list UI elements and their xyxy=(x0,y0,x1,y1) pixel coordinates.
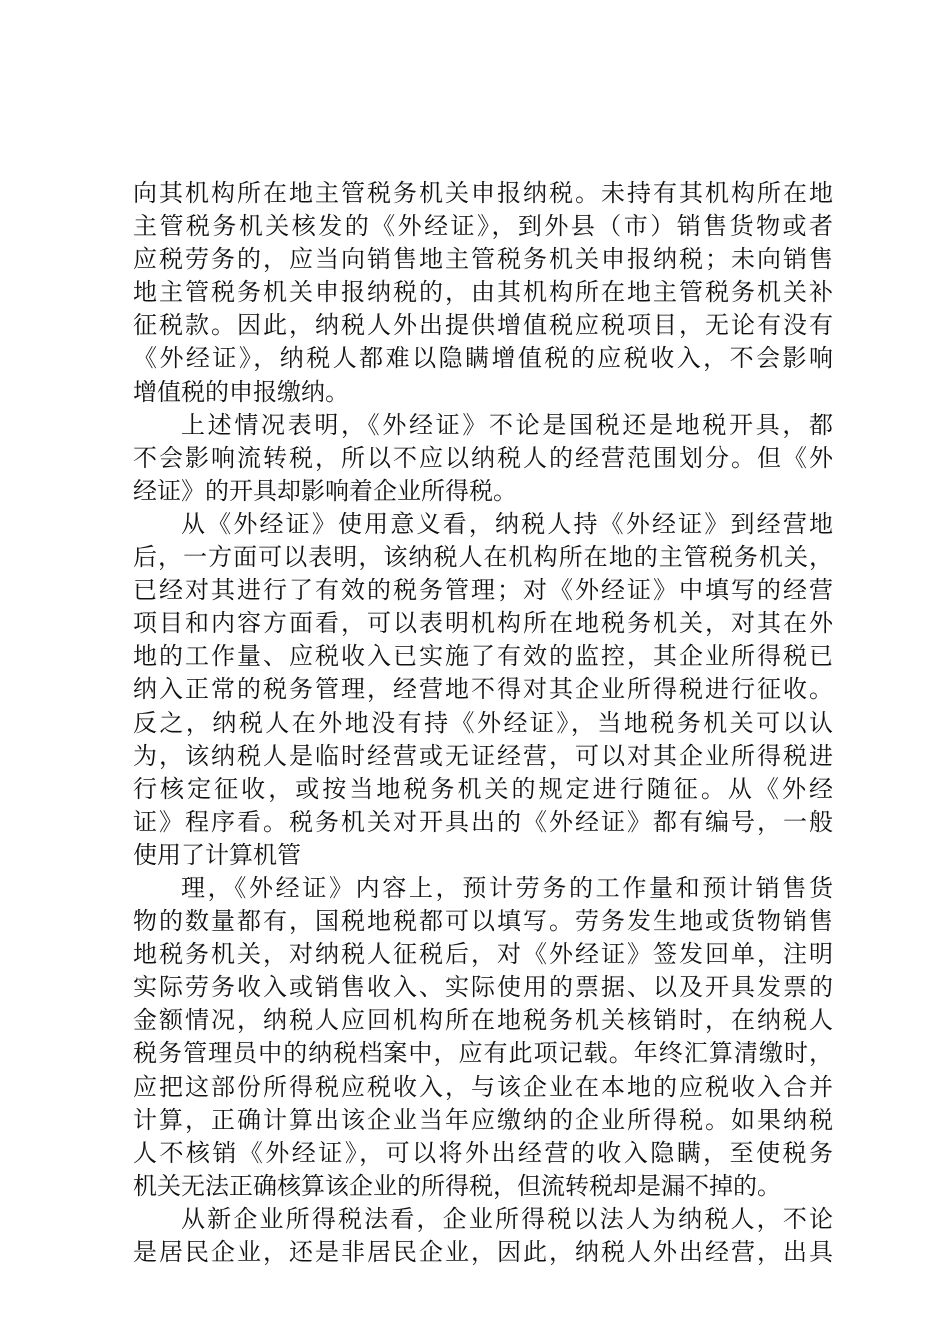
text-line: 税务管理员中的纳税档案中，应有此项记载。年终汇算清缴时， xyxy=(133,1039,833,1068)
text-line: 为，该纳税人是临时经营或无证经营，可以对其企业所得税进 xyxy=(133,741,833,770)
text-line: 地税务机关，对纳税人征税后，对《外经证》签发回单，注明 xyxy=(133,940,833,969)
text-line: 计算，正确计算出该企业当年应缴纳的企业所得税。如果纳税 xyxy=(133,1105,833,1134)
text-line: 反之，纳税人在外地没有持《外经证》，当地税务机关可以认 xyxy=(133,708,833,737)
text-line: 主管税务机关核发的《外经证》，到外县（市）销售货物或者 xyxy=(133,212,833,241)
text-line: 向其机构所在地主管税务机关申报纳税。未持有其机构所在地 xyxy=(133,179,833,207)
text-line: 纳入正常的税务管理，经营地不得对其企业所得税进行征收。 xyxy=(133,675,833,704)
text-line: 金额情况，纳税人应回机构所在地税务机关核销时，在纳税人 xyxy=(133,1006,833,1035)
text-line: 使用了计算机管 xyxy=(133,840,301,869)
text-line: 实际劳务收入或销售收入、实际使用的票据、以及开具发票的 xyxy=(133,973,833,1002)
text-line: 行核定征收，或按当地税务机关的规定进行随征。从《外经 xyxy=(133,774,833,803)
text-line: 征税款。因此，纳税人外出提供增值税应税项目，无论有没有 xyxy=(133,311,833,340)
text-line: 从新企业所得税法看，企业所得税以法人为纳税人，不论 xyxy=(181,1204,833,1233)
text-line: 应税劳务的，应当向销售地主管税务机关申报纳税；未向销售 xyxy=(133,245,833,274)
text-line: 增值税的申报缴纳。 xyxy=(133,377,349,406)
text-line: 应把这部份所得税应税收入，与该企业在本地的应税收入合并 xyxy=(133,1072,833,1101)
text-line: 人不核销《外经证》，可以将外出经营的收入隐瞒，至使税务 xyxy=(133,1138,833,1167)
text-line: 上述情况表明，《外经证》不论是国税还是地税开具，都 xyxy=(181,410,833,439)
text-line: 地主管税务机关申报纳税的，由其机构所在地主管税务机关补 xyxy=(133,278,833,307)
text-line: 不会影响流转税，所以不应以纳税人的经营范围划分。但《外 xyxy=(133,443,833,472)
text-line: 地的工作量、应税收入已实施了有效的监控，其企业所得税已 xyxy=(133,642,833,671)
text-line: 从《外经证》使用意义看，纳税人持《外经证》到经营地 xyxy=(181,509,833,538)
text-line: 经证》的开具却影响着企业所得税。 xyxy=(133,476,517,505)
text-line: 机关无法正确核算该企业的所得税，但流转税却是漏不掉的。 xyxy=(133,1171,781,1200)
text-line: 后，一方面可以表明，该纳税人在机构所在地的主管税务机关， xyxy=(133,543,833,572)
text-line: 已经对其进行了有效的税务管理；对《外经证》中填写的经营 xyxy=(133,576,833,605)
document-body xyxy=(133,177,833,1269)
text-line: 证》程序看。税务机关对开具出的《外经证》都有编号，一般 xyxy=(133,807,833,836)
text-line: 理，《外经证》内容上，预计劳务的工作量和预计销售货 xyxy=(181,873,833,902)
text-line: 物的数量都有，国税地税都可以填写。劳务发生地或货物销售 xyxy=(133,907,833,936)
text-line: 项目和内容方面看，可以表明机构所在地税务机关，对其在外 xyxy=(133,609,833,638)
text-line: 是居民企业，还是非居民企业，因此，纳税人外出经营，出具 xyxy=(133,1238,833,1266)
text-line: 《外经证》，纳税人都难以隐瞒增值税的应税收入，不会影响 xyxy=(133,344,833,373)
